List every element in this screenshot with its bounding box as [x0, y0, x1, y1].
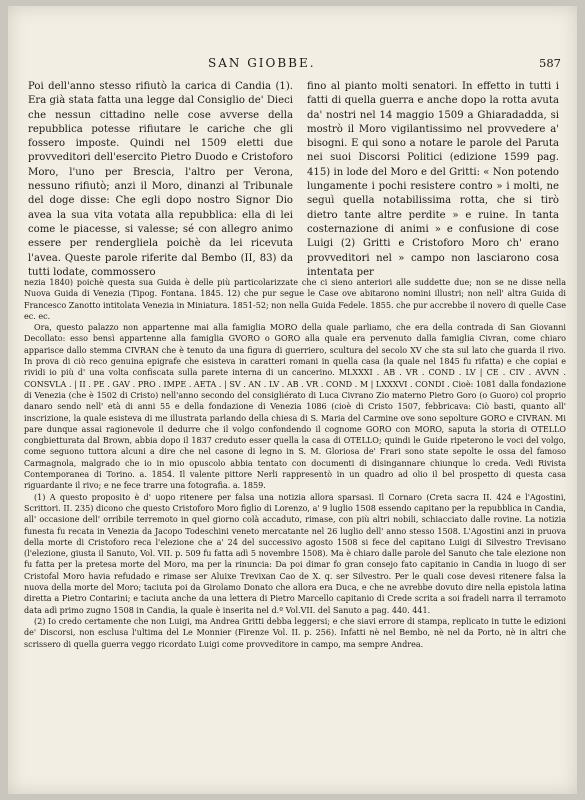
page-number: 587: [539, 56, 561, 70]
footnote-2: (2) Io credo certamente che non Luigi, ma Andrea Gritti debba leggersi; e che siavi errore di stampa, replicato in tutte le edizioni de' Discorsi, non esclusa l'ultima del Le Monnier (Firenze Vol. II. p. 256). Infatti nè nel Bembo, nè nel da Porto, nè in altri che scrissero di quella guerra veggo ricordato Luigi come provveditore in campo, ma sempre Andrea.: [24, 616, 566, 649]
left-column: [28, 80, 293, 280]
right-column: [307, 80, 559, 280]
footnote-paragraph-palazzo: Ora, questo palazzo non appartenne mai alla famiglia MORO della quale parliamo, che era della contrada di San Giovanni Decollato: esso bensì appartenne alla famiglia GVORO o GORO alla quale era pervenuto dalla famiglia Civran, come chiaro apparisce dallo stemma CIVRAN che è tenuto da una figura di guerriero, scultura del secolo XV che sta sul lato che guarda il rivo. In prova di ciò reco genuina epigrafe che esisteva in caratteri romani in quella casa (la quale nel 1845 fu rifatta) e che copiai e rividi io più d' una volta confiscata sulla parete interna di un cancerino. MLXXXI . AB . VR . COND . LV | CE . CIV . AVVN . CONSVLA . | II . PE . GAV . PRO . IMPE . AETA . | SV . AN . LV . AB . VR . COND . M | LXXXVI . CONDI . Cioè: 1081 dalla fondazione di Venezia (che è 1502 di Cristo) nell'anno secondo del consigliérato di Luca Civrano Zio materno Pietro Goro (o Guoro) col proprio danaro sendo nell' età di anni 55 e della fondazione di Venezia 1086 (cioè di Cristo 1507, febbricava: Ciò basti, quanto all' inscrizione, la quale esisteva di me illustrata parlando della chiesa di S. Maria del Carmine ove sono sepolture GORO e CIVRAN. Mi pare dunque assai ragionevole il dedurre che il volgo confondendo il cognome GORO con MORO, saputa la storia di OTELLO congbietturata dal Brown, abbia dopo il 1837 creduto esser quella la casa di OTELLO; quindi le Guide ripeterono le voci del volgo, come seguono tuttora alcuni a dire che nel casone di legno in S. M. Gloriosa de' Frari sono state sepolte le ossa del famoso Carmagnola, malgrado che io in mio opuscolo abbia tentato con documenti di disingannare chiunque lo creda. Vedi Rivista Contemporanea di Torino. a. 1854. Il valente pittore Nerli rappresentò in un quadro ad olio il bel prospetto di questa casa riguardante il rivo; e ne fece trarre una fotografia. a. 1859.: [24, 323, 566, 491]
footnote-1: (1) A questo proposito è d' uopo ritenere per falsa una notizia allora sparsasi. Il Cornaro (Creta sacra II. 424 e l'Agostini, Scrittori. II. 235) dicono che questo Cristoforo Moro figlio di Lorenzo, a' 9 luglio 1508 essendo capitano per la repubblica in Candia, all' occasione dell' orribile terremoto in quel giorno colà accaduto, rimase, con più altri nobili, schiacciato dalle rovine. La notizia funesta fu recata in Venezia da Jacopo Todeschini veneto mercatante nel 26 luglio dell' anno stesso 1508. L'Agostini anzi in pruova della morte di Cristoforo reca l'elezione che a' 24 del successivo agosto 1508 si fece del capitano Luigi di Silvestro Trevisano (l'elezione, giusta il Sanuto, Vol. VII. p. 509 fu fatta adì 5 novembre 1508). Ma è chiaro dalle parole del Sanuto che tale elezione non fu fatta per la pretesa morte del Moro, ma per la rinuncia: Da poi dimar fo gran consejo fato capitanio in Candia in luogo di ser Cristofal Moro havia refudado e rimase ser Aluixe Trevixan Cao de X. q. ser Silvestro. Per le quali cose devesi ritenere falsa la nuova della morte del Moro; taciuta poi da Girolamo Donato che allora era Duca, e che ne avrebbe dovuto dire nella epistola latina diretta a Pietro Contarini; e taciuta anche da una lettera di Pietro Marcello capitanio di Crede scrita a soi fradeli narra il terramoto data adì primo zugno 1508 in Candia, la quale è inserita nel d.º Vol.VII. del Sanuto a pag. 440. 441.: [24, 492, 566, 615]
footnote-continuation: nezia 1840) poichè questa sua Guida è delle più particolarizzate che ci sieno anteriori alle suddette due; non se ne disse nella Nuova Guida di Venezia (Tipog. Fontana. 1845. 12) che pur segue le Case ove abitarono nomini illustri; non nell' altra Guida di Francesco Zanotto intitolata Venezia in Miniatura. 1851-52; non nella Guida Fedele. 1855. che pur accrebbe il novero di quelle Case ec. ec.: [24, 278, 566, 321]
running-title: SAN GIOBBE.: [208, 56, 316, 70]
footnotes: [24, 277, 566, 650]
left-column-text: Poi dell'anno stesso rifiutò la carica di Candia (1). Era già stata fatta una legge dal Consiglio de' Dieci che nessun cittadino nelle cose avverse della repubblica potesse rifiutare le cariche che gli fossero imposte. Quindi nel 1509 eletti due provveditori dell'esercito Pietro Duodo e Cristoforo Moro, l'uno per Brescia, l'altro per Verona, nessuno rifiutò; anzi il Moro, dinanzi al Tribunale del doge disse: Che egli dopo nostro Signor Dio avea la sua vita votata alla repubblica: ella di lei come le piacesse, si valesse; sé con allegro animo essere per rendergliela poichè da lei ricevuta l'avea. Queste parole riferite dal Bembo (II, 83) da tutti lodate, commossero: [28, 81, 293, 278]
document-page: [8, 6, 577, 794]
right-column-text: fino al pianto molti senatori. In effetto in tutti i fatti di quella guerra e anche dopo la rotta avuta da' nostri nel 14 maggio 1509 a Ghiaradadda, si mostrò il Moro vigilantissimo nel provvedere a' bisogni. E qui sono a notare le parole del Paruta nei suoi Discorsi Politici (edizione 1599 pag. 415) in lode del Moro e del Gritti: « Non potendo lungamente i pochi resistere contro » i molti, ne seguì quella notabilissima rotta, che si tirò dietro tante altre perdite » e ruine. In tanta costernazione di animi » e confusione di cose Luigi (2) Gritti e Cristoforo Moro ch' erano provveditori nel » campo non lasciarono cosa intentata per: [307, 81, 559, 278]
